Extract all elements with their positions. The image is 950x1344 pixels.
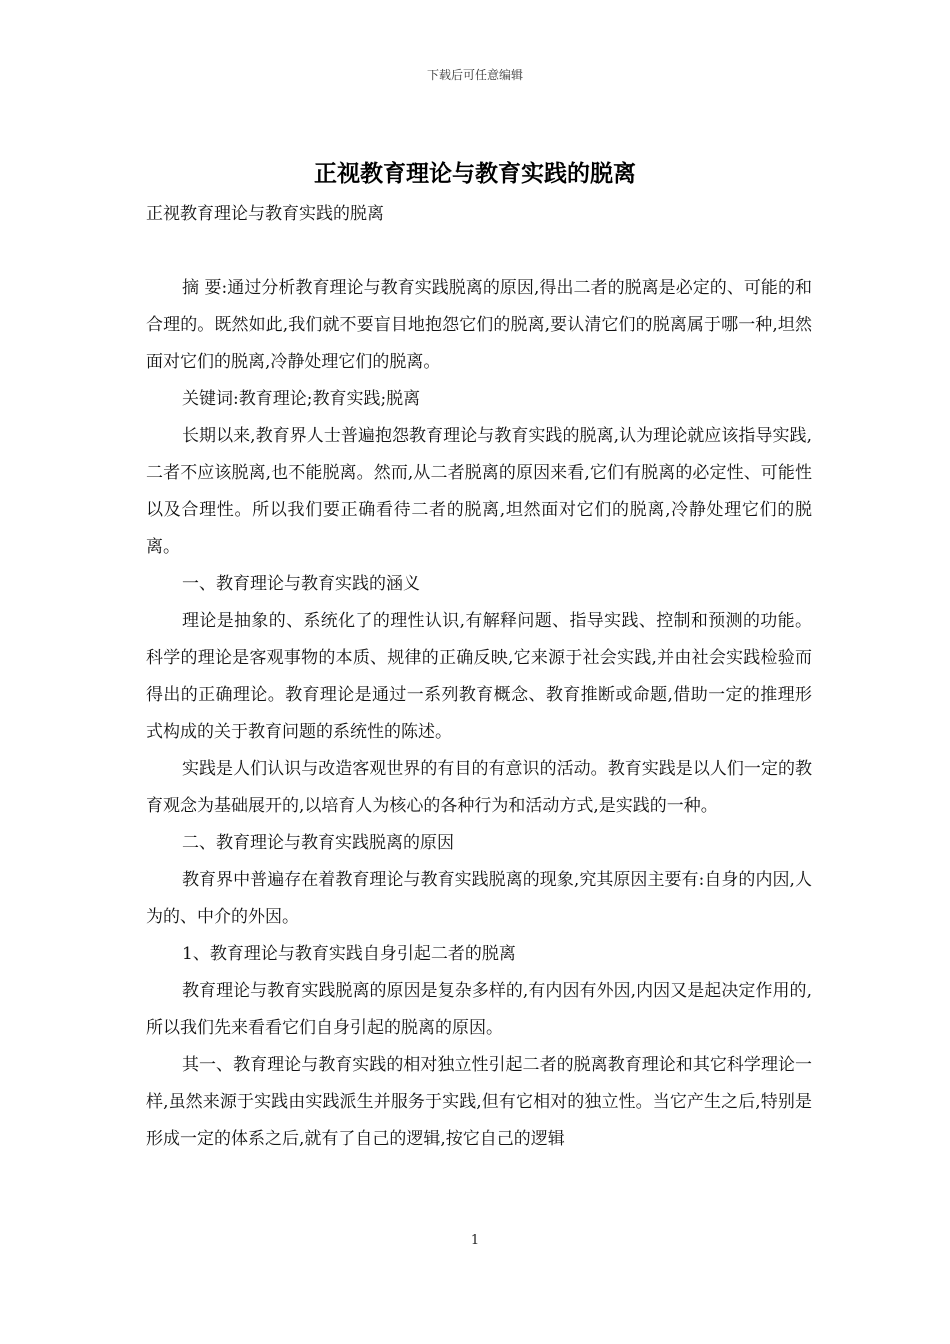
section-heading: 二、教育理论与教育实践脱离的原因	[182, 833, 454, 853]
subsection-heading: 1、教育理论与教育实践自身引起二者的脱离	[182, 944, 516, 964]
body-paragraph: 教育界中普遍存在着教育理论与教育实践脱离的现象,究其原因主要有:自身的内因,人为的、中介的外因。	[146, 870, 812, 927]
page-number: 1	[470, 1233, 480, 1248]
body-paragraph: 其一、教育理论与教育实践的相对独立性引起二者的脱离教育理论和其它科学理论一样,虽然来源于实践由实践派生并服务于实践,但有它相对的独立性。当它产生之后,特别是形成一定的体系之后,就有了自己的逻辑,按它自己的逻辑	[146, 1055, 812, 1149]
document-body	[146, 196, 812, 1158]
body-paragraph: 长期以来,教育界人士普遍抱怨教育理论与教育实践的脱离,认为理论就应该指导实践,二者不应该脱离,也不能脱离。然而,从二者脱离的原因来看,它们有脱离的必定性、可能性以及合理性。所以我们要正确看待二者的脱离,坦然面对它们的脱离,冷静处理它们的脱离。	[146, 426, 812, 557]
document-subtitle: 正视教育理论与教育实践的脱离	[146, 204, 384, 224]
body-paragraph: 理论是抽象的、系统化了的理性认识,有解释问题、指导实践、控制和预测的功能。科学的理论是客观事物的本质、规律的正确反映,它来源于社会实践,并由社会实践检验而得出的正确理论。教育理论是通过一系列教育概念、教育推断或命题,借助一定的推理形式构成的关于教育问题的系统性的陈述。	[146, 611, 812, 742]
document-title: 正视教育理论与教育实践的脱离	[314, 160, 636, 187]
page-header-note: 下载后可任意编辑	[426, 68, 523, 82]
body-paragraph: 实践是人们认识与改造客观世界的有目的有意识的活动。教育实践是以人们一定的教育观念为基础展开的,以培育人为核心的各种行为和活动方式,是实践的一种。	[146, 759, 812, 816]
body-paragraph: 教育理论与教育实践脱离的原因是复杂多样的,有内因有外因,内因又是起决定作用的,所以我们先来看看它们自身引起的脱离的原因。	[146, 981, 812, 1038]
section-heading: 一、教育理论与教育实践的涵义	[182, 574, 420, 594]
abstract-paragraph: 摘 要:通过分析教育理论与教育实践脱离的原因,得出二者的脱离是必定的、可能的和合理的。既然如此,我们就不要盲目地抱怨它们的脱离,要认清它们的脱离属于哪一种,坦然面对它们的脱离,冷静处理它们的脱离。	[146, 278, 812, 372]
keywords-paragraph: 关键词:教育理论;教育实践;脱离	[182, 389, 421, 409]
